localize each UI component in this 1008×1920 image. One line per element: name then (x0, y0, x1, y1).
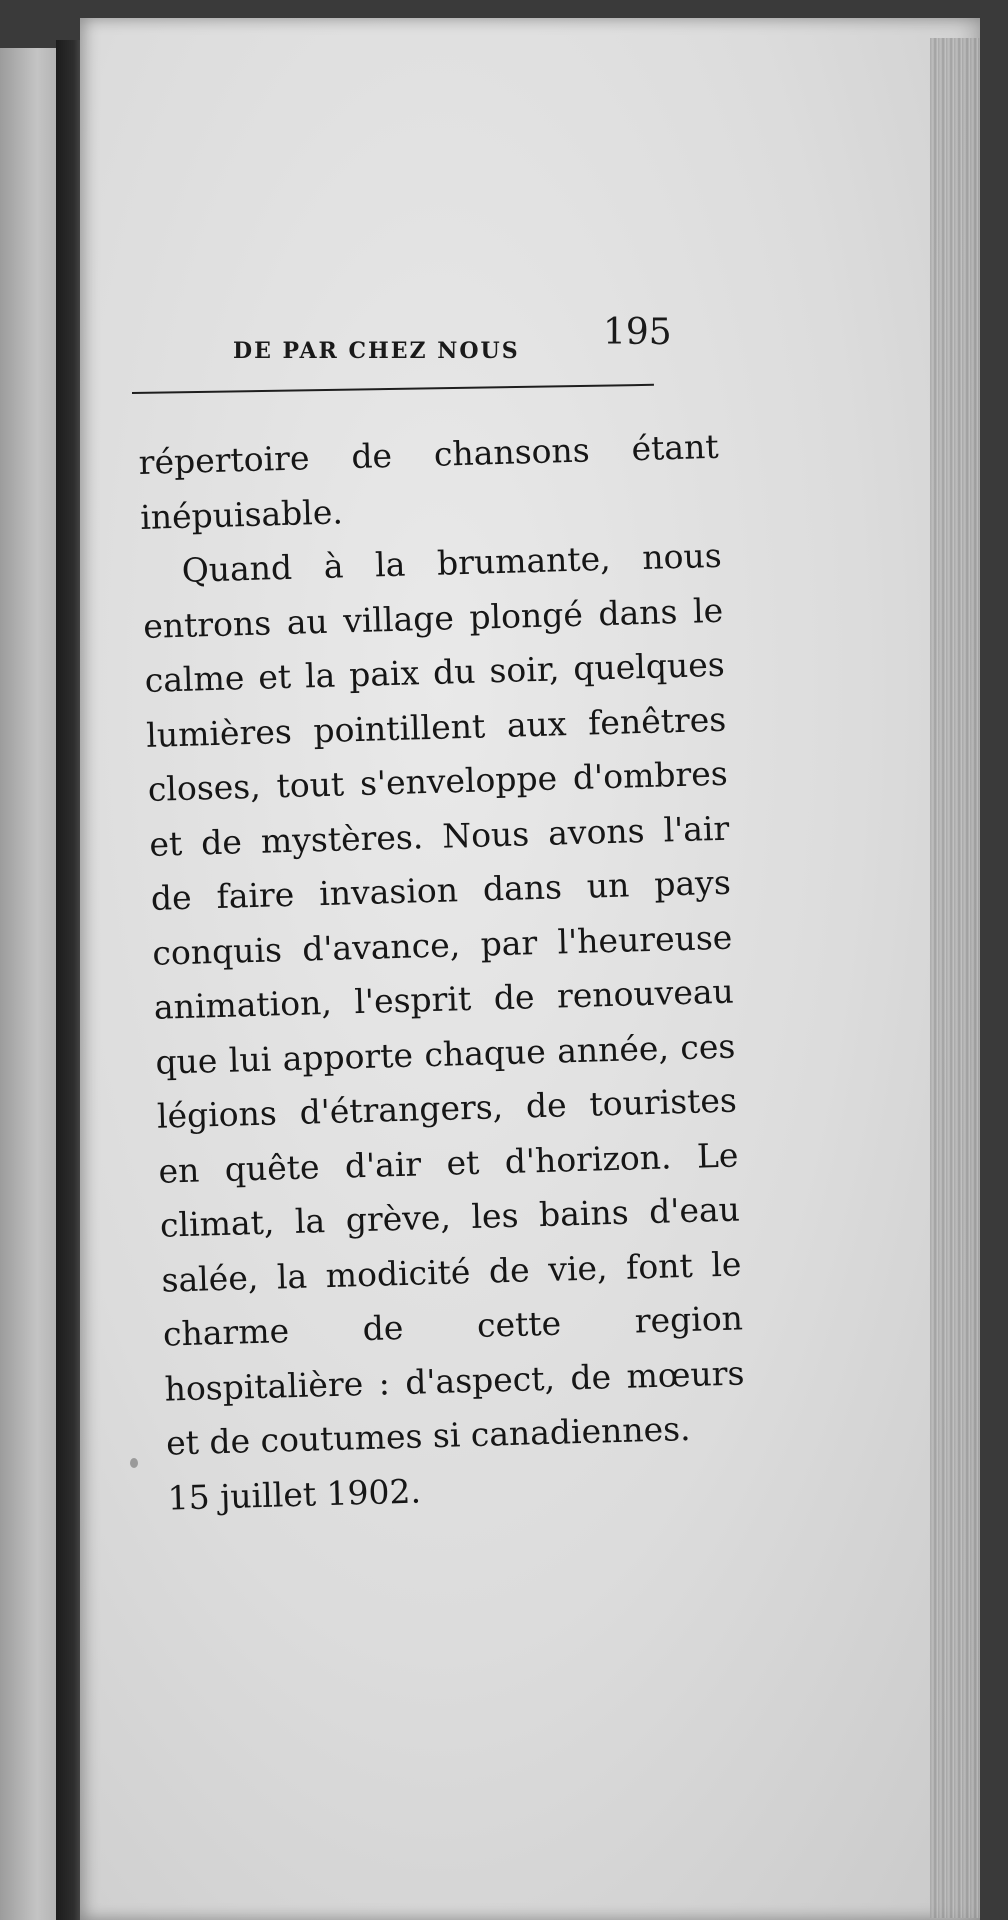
running-header (153, 308, 673, 364)
paragraph: Quand à la brumante, nous entrons au village plongé dans le calme et la paix du soir, quelques lumières pointillent aux fenêtres closes, tout s'enveloppe d'ombres et de mystères. Nous avons l'air de faire invasion dans un pays conquis d'avance, par l'heureuse animation, l'esprit de renouveau que lui apporte chaque année, ces légions d'étrangers, de touristes en quête d'air et d'horizon. Le climat, la grève, les bains d'eau salée, la modicité de vie, font le charme de cette region hospitalière : d'aspect, de mœurs et de coutumes si canadiennes. (142, 535, 745, 1463)
page-stack-edges (930, 38, 980, 1918)
date-line: 15 juillet 1902. (167, 1471, 422, 1518)
paper-fleck (130, 1458, 138, 1468)
body-text (138, 420, 748, 1526)
facing-page-edge (0, 48, 62, 1920)
running-title: DE PAR CHEZ NOUS (233, 338, 520, 364)
paragraph: répertoire de chansons étant inépuisable. (138, 426, 720, 537)
page-number: 195 (603, 312, 672, 353)
